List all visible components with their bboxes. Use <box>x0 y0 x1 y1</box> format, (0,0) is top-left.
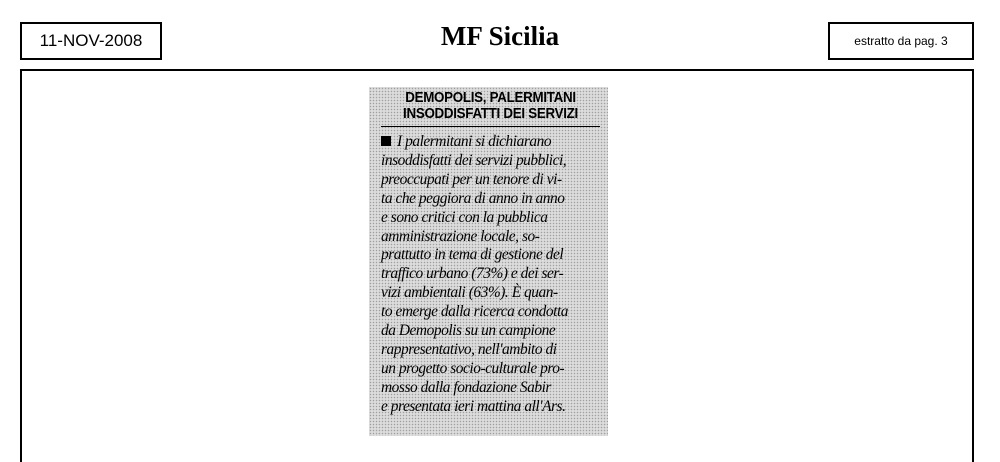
article-body-line-2: insoddisfatti dei servizi pubblici, <box>381 151 567 169</box>
article-body-line-4: ta che peggiora di anno in anno <box>381 189 565 207</box>
article-body <box>381 133 600 417</box>
article-body-line-3: preoccupati per un tenore di vi- <box>381 170 562 188</box>
article-body-line-13: un progetto socio-culturale pro- <box>381 359 565 377</box>
article-body-line-1: I palermitani si dichiarano <box>381 133 600 152</box>
article-body-line-6: amministrazione locale, so- <box>381 227 540 245</box>
article-body-line-9: vizi ambientali (63%). È quan- <box>381 284 558 302</box>
headline-rule <box>381 126 600 127</box>
publication-title: MF Sicilia <box>440 21 560 51</box>
page-reference-text: estratto da pag. 3 <box>854 34 948 48</box>
article-body-line-14: mosso dalla fondazione Sabir <box>381 378 551 396</box>
article-body-line-15: e presentata ieri mattina all'Ars. <box>381 397 566 415</box>
article-body-line-11: da Demopolis su un campione <box>381 322 556 340</box>
news-article <box>369 87 608 436</box>
article-body-line-10: to emerge dalla ricerca condotta <box>381 303 569 321</box>
clipping-date-text: 11-NOV-2008 <box>39 31 143 50</box>
article-headline-line-1: DEMOPOLIS, PALERMITANI <box>405 90 576 106</box>
article-body-line-5: e sono critici con la pubblica <box>381 208 548 226</box>
article-body-line-7: prattutto in tema di gestione del <box>381 246 564 264</box>
article-headline-line-2: INSODDISFATTI DEI SERVIZI <box>403 106 578 122</box>
article-body-line-12: rappresentativo, nell'ambito di <box>381 340 557 358</box>
article-headline <box>390 90 591 122</box>
article-body-line-8: traffico urbano (73%) e dei ser- <box>381 265 564 283</box>
page-reference <box>828 22 974 60</box>
square-bullet-icon <box>381 136 391 146</box>
